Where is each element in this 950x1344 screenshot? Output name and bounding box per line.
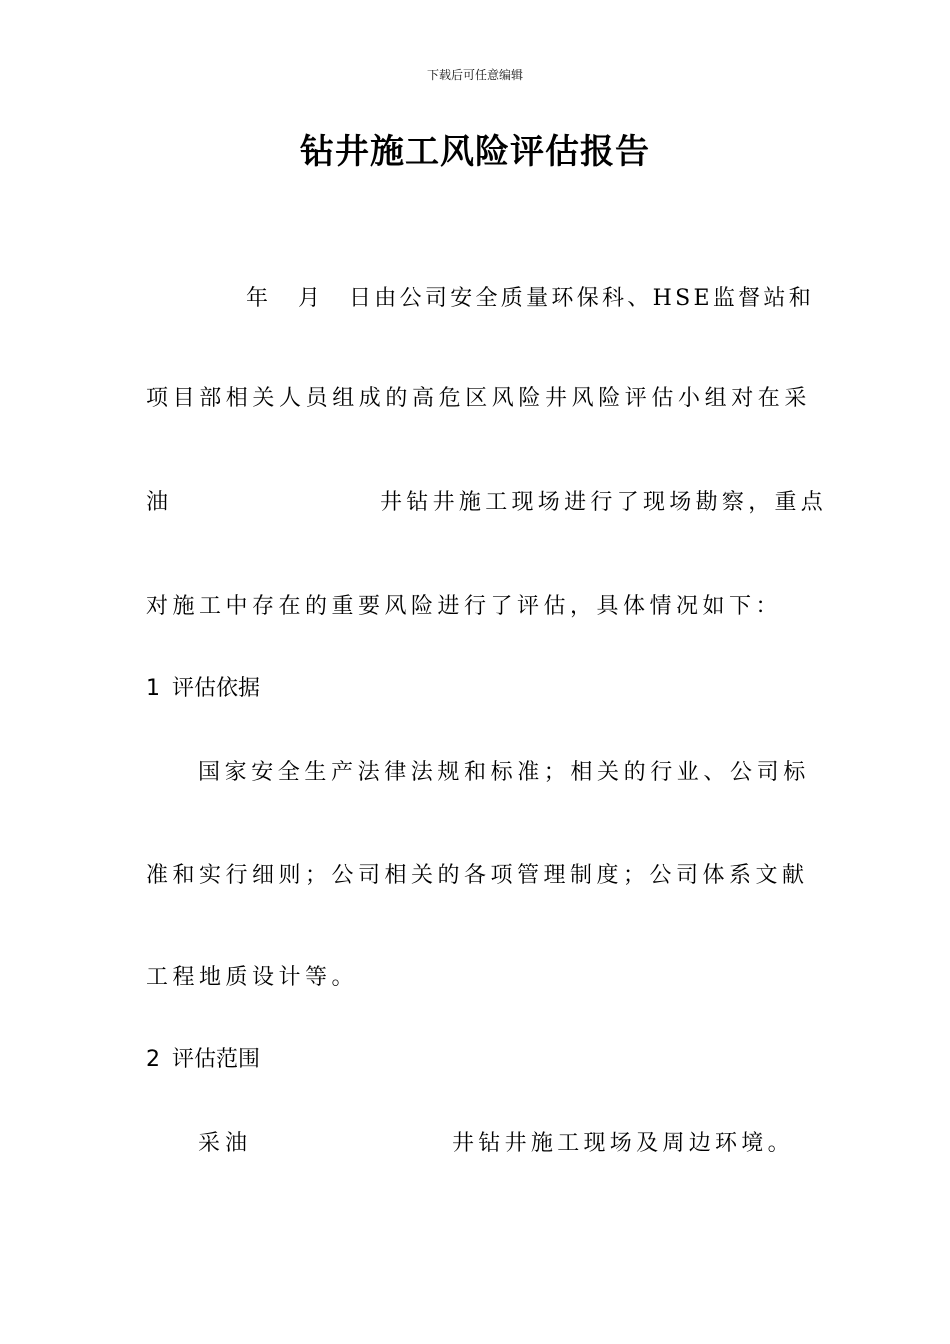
section1-line3: 工程地质设计等。	[146, 965, 359, 990]
section1-number: 1	[146, 676, 160, 701]
section1-title: 评估依据	[172, 676, 261, 701]
section2-line1-start: 采油	[198, 1131, 253, 1156]
section1-heading	[146, 671, 260, 702]
section2-heading	[146, 1042, 260, 1073]
header-note: 下载后可任意编辑	[426, 68, 523, 82]
section1-line2: 准和实行细则；公司相关的各项管理制度；公司体系文献	[146, 863, 809, 888]
document-title: 钻井施工风险评估报告	[300, 132, 650, 172]
section2-title: 评估范围	[172, 1047, 261, 1072]
intro-line3-start: 油	[146, 490, 174, 515]
intro-line1-text: 日由公司安全质量环保科、HSE监督站和	[349, 286, 815, 311]
intro-year-label: 年	[246, 286, 274, 311]
intro-line3-end: 井钻井施工现场进行了现场勘察，重点	[380, 490, 828, 515]
section1-line1: 国家安全生产法律法规和标准；相关的行业、公司标	[198, 760, 810, 785]
intro-line4: 对施工中存在的重要风险进行了评估，具体情况如下：	[146, 594, 783, 619]
section2-number: 2	[146, 1047, 160, 1072]
intro-month-label: 月	[298, 286, 326, 311]
intro-line2: 项目部相关人员组成的高危区风险井风险评估小组对在采	[146, 386, 812, 411]
section2-line1-end: 井钻井施工现场及周边环境。	[452, 1131, 794, 1156]
